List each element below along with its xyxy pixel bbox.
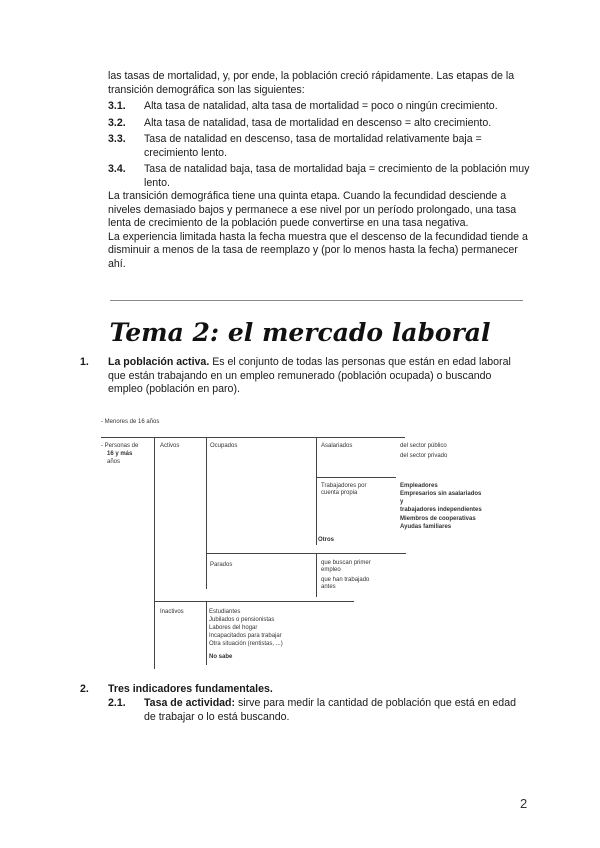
item-number: 3.4. — [108, 163, 126, 175]
item-text: Alta tasa de natalidad, tasa de mortalidad en descenso = alto crecimiento. — [144, 116, 492, 129]
item-number: 3.3. — [108, 133, 126, 145]
parados-item: que han trabajado — [321, 577, 370, 583]
diagram-top-line — [101, 437, 405, 438]
page-number: 2 — [520, 796, 528, 811]
item-text: Tasa de natalidad baja, tasa de mortalidad baja = crecimiento de la población muy lento. — [144, 163, 530, 189]
inactivos-item: Labores del hogar — [209, 625, 258, 631]
item-number: 3.2. — [108, 116, 126, 129]
asalariados-label: Asalariados — [321, 443, 353, 449]
section-divider — [110, 300, 523, 301]
inactivos-label: Inactivos — [160, 609, 184, 615]
cuenta-propia-item: trabajadores independientes — [400, 507, 482, 513]
item-text: Alta tasa de natalidad, alta tasa de mortalidad = poco o ningún crecimiento. — [144, 100, 498, 112]
diagram-line — [316, 437, 317, 545]
section-body — [108, 356, 520, 397]
section-number: 2. — [80, 683, 89, 695]
list-item — [108, 163, 533, 190]
cuenta-propia-item: Miembros de cooperativas — [400, 516, 476, 522]
topic-title: Tema 2: el mercado laboral — [109, 318, 491, 347]
population-diagram — [96, 413, 516, 668]
ocupados-label: Ocupados — [210, 443, 238, 449]
list-item — [108, 133, 533, 160]
parados-label: Parados — [210, 562, 233, 568]
list-item — [108, 117, 533, 131]
diagram-line — [206, 601, 207, 665]
cuenta-propia-item: Ayudas familiares — [400, 524, 452, 530]
diagram-line — [316, 553, 317, 597]
diagram-line — [206, 553, 406, 554]
section-body — [144, 697, 520, 724]
list-item — [108, 100, 533, 114]
personas-label: años — [107, 459, 121, 465]
sector-privado-label: del sector privado — [400, 453, 448, 459]
section-title: Tres indicadores fundamentales. — [108, 683, 273, 695]
fifth-stage-paragraph — [108, 190, 533, 271]
otros-label: Otros — [318, 537, 335, 543]
inactivos-item: Jubilados o pensionistas — [209, 617, 275, 623]
parados-item: antes — [321, 584, 336, 590]
inactivos-item: Incapacitados para trabajar — [209, 633, 282, 639]
parados-item: que buscan primer — [321, 560, 371, 566]
activos-label: Activos — [160, 443, 180, 449]
section-number: 2.1. — [108, 697, 126, 709]
section-number: 1. — [80, 356, 89, 368]
section-text: sirve para medir la cantidad de población que está en edad de trabajar o lo está buscando. — [144, 697, 516, 723]
trabajadores-label: Trabajadores por — [321, 483, 367, 489]
trabajadores-label: cuenta propia — [321, 490, 358, 496]
demographic-stages-list — [108, 100, 533, 193]
intro-paragraph: las tasas de mortalidad, y, por ende, la población creció rápidamente. Las etapas de la transición demográfica son las siguientes: — [108, 70, 515, 96]
section-text: Es el conjunto de todas las personas que están en edad laboral que están trabajando en un empleo remunerado (población ocupada) o buscando empleo (población en paro). — [108, 356, 511, 395]
section-term: La población activa. — [108, 356, 210, 368]
cuenta-propia-item: Empleadores — [400, 483, 438, 489]
no-sabe-label: No sabe — [209, 654, 233, 660]
personas-label: - Personas de — [101, 443, 139, 449]
diagram-line — [316, 477, 396, 478]
personas-label: 16 y más — [107, 451, 133, 457]
parados-item: empleo — [321, 567, 341, 573]
item-number: 3.1. — [108, 100, 126, 112]
diagram-line — [154, 601, 354, 602]
inactivos-item: Estudiantes — [209, 609, 241, 615]
section-term: Tasa de actividad: — [144, 697, 236, 709]
cuenta-propia-item: Empresarios sin asalariados — [400, 491, 482, 497]
menores-label: - Menores de 16 años — [101, 419, 160, 425]
diagram-line — [206, 437, 207, 589]
diagram-line — [154, 437, 155, 669]
sector-publico-label: del sector público — [400, 443, 447, 449]
cuenta-propia-item: y — [400, 499, 404, 505]
inactivos-item: Otra situación (rentistas, ...) — [209, 641, 283, 647]
fertility-text: La experiencia limitada hasta la fecha muestra que el descenso de la fecundidad tiende a disminuir a menos de la tasa de reemplazo y (por lo menos hasta la fecha) permanecer ahí. — [108, 230, 528, 270]
item-text: Tasa de natalidad en descenso, tasa de mortalidad relativamente baja = crecimiento lento. — [144, 133, 482, 159]
fifth-stage-text: La transición demográfica tiene una quinta etapa. Cuando la fecundidad desciende a niveles demasiado bajos y permanece a ese nivel por un período prolongado, una tasa lenta de crecimiento de la población puede convertirse en una tasa negativa. — [108, 190, 517, 229]
